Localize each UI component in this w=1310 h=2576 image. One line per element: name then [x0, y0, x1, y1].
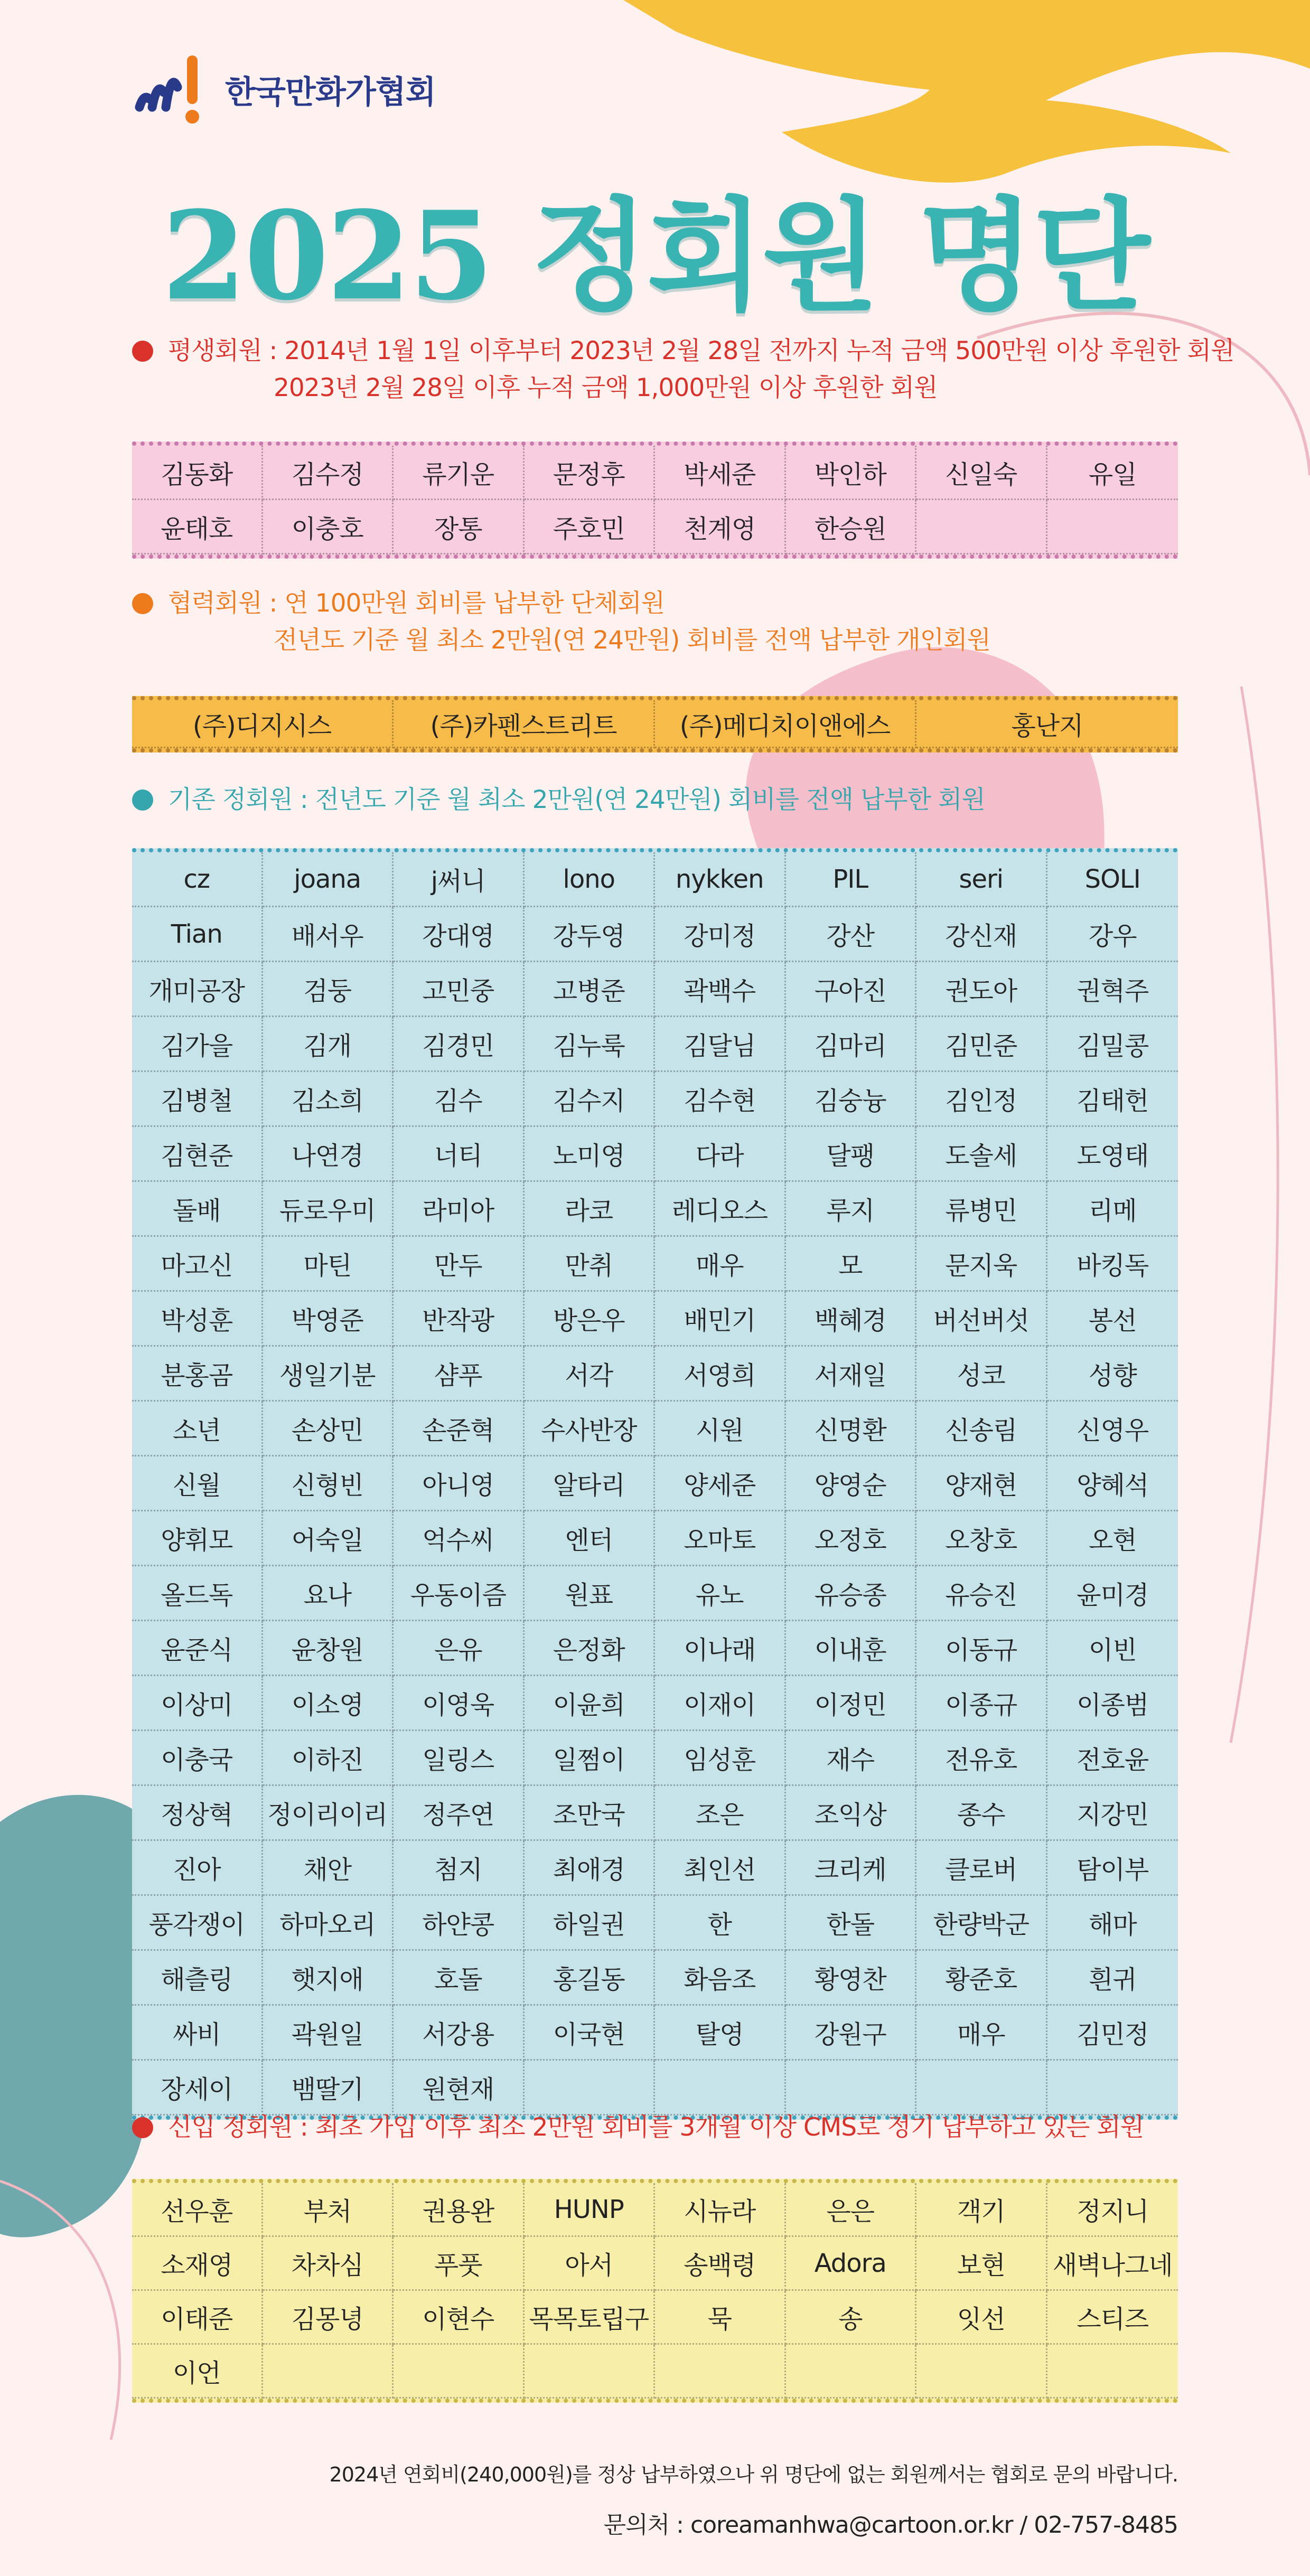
member-name-cell: 강두영 — [525, 907, 656, 962]
member-name-cell: 조만국 — [525, 1786, 656, 1841]
new-section-title — [132, 2109, 1144, 2146]
member-name-cell: 김소희 — [263, 1072, 394, 1127]
member-name-cell: 송 — [786, 2291, 917, 2345]
member-name-cell: 나연경 — [263, 1127, 394, 1182]
member-name-cell: 샴푸 — [394, 1347, 525, 1402]
lifetime-section-title — [132, 333, 1234, 407]
member-name-cell — [786, 2345, 917, 2399]
member-name-cell: SOLI — [1047, 852, 1178, 907]
member-name-cell: 윤태호 — [132, 500, 263, 554]
member-name-cell: 양재현 — [916, 1456, 1047, 1511]
member-name-cell: 조은 — [655, 1786, 786, 1841]
member-name-cell: cz — [132, 852, 263, 907]
member-name-cell: 권도아 — [916, 962, 1047, 1017]
partner-section-title — [132, 585, 990, 659]
member-name-cell: 풍각쟁이 — [132, 1896, 263, 1951]
partner-member-table — [132, 696, 1178, 753]
member-name-cell: 황준호 — [916, 1951, 1047, 2006]
member-name-cell: 김누룩 — [525, 1017, 656, 1072]
member-name-cell: HUNP — [525, 2183, 656, 2237]
member-name-cell: 이동규 — [916, 1621, 1047, 1676]
member-name-cell: 정상혁 — [132, 1786, 263, 1841]
member-name-cell: 우동이즘 — [394, 1566, 525, 1621]
member-name-cell — [916, 500, 1047, 554]
member-name-cell — [263, 2345, 394, 2399]
lifetime-criteria-line2: 2023년 2월 28일 이후 누적 금액 1,000만원 이상 후원한 회원 — [274, 373, 938, 402]
member-name-cell: 마틴 — [263, 1237, 394, 1292]
member-name-cell: 일쩜이 — [525, 1731, 656, 1786]
member-name-cell: 김마리 — [786, 1017, 917, 1072]
member-name-cell: 이내훈 — [786, 1621, 917, 1676]
member-name-cell — [525, 2345, 656, 2399]
member-name-cell: 검둥 — [263, 962, 394, 1017]
member-name-cell: 루지 — [786, 1182, 917, 1237]
member-name-cell: 일링스 — [394, 1731, 525, 1786]
member-name-cell: 개미공장 — [132, 962, 263, 1017]
member-name-cell: 손상민 — [263, 1402, 394, 1456]
member-name-cell: 채안 — [263, 1841, 394, 1896]
member-name-cell: 원현재 — [394, 2061, 525, 2116]
member-name-cell: 손준혁 — [394, 1402, 525, 1456]
member-name-cell: 서각 — [525, 1347, 656, 1402]
member-name-cell: 문지욱 — [916, 1237, 1047, 1292]
member-name-cell: 분홍곰 — [132, 1347, 263, 1402]
member-name-cell: 윤준식 — [132, 1621, 263, 1676]
member-name-cell: 햇지애 — [263, 1951, 394, 2006]
member-name-cell: 진아 — [132, 1841, 263, 1896]
member-name-cell: 김동화 — [132, 446, 263, 500]
member-name-cell — [394, 2345, 525, 2399]
member-name-cell: 오창호 — [916, 1511, 1047, 1566]
member-name-cell: 서영희 — [655, 1347, 786, 1402]
member-name-cell: 윤창원 — [263, 1621, 394, 1676]
member-name-cell: 김수 — [394, 1072, 525, 1127]
member-name-cell: 김민준 — [916, 1017, 1047, 1072]
member-name-cell: 반작광 — [394, 1292, 525, 1347]
member-name-cell: 박인하 — [786, 446, 917, 500]
member-name-cell: 흰귀 — [1047, 1951, 1178, 2006]
member-name-cell: 다라 — [655, 1127, 786, 1182]
member-name-cell: 탐이부 — [1047, 1841, 1178, 1896]
member-name-cell: 한승원 — [786, 500, 917, 554]
member-name-cell: 신일숙 — [916, 446, 1047, 500]
member-name-cell: 김밀콩 — [1047, 1017, 1178, 1072]
member-name-cell: 고병준 — [525, 962, 656, 1017]
member-name-cell — [655, 2061, 786, 2116]
member-name-cell: 이종규 — [916, 1676, 1047, 1731]
member-name-cell: 노미영 — [525, 1127, 656, 1182]
member-name-cell: 수사반장 — [525, 1402, 656, 1456]
member-name-cell: 강대영 — [394, 907, 525, 962]
member-name-cell: 선우훈 — [132, 2183, 263, 2237]
member-name-cell: 리메 — [1047, 1182, 1178, 1237]
member-name-cell: 박성훈 — [132, 1292, 263, 1347]
member-name-cell: 권용완 — [394, 2183, 525, 2237]
member-name-cell: 소재영 — [132, 2237, 263, 2291]
member-name-cell: 최인선 — [655, 1841, 786, 1896]
member-name-cell: 김가을 — [132, 1017, 263, 1072]
member-name-cell: 푸풋 — [394, 2237, 525, 2291]
contact-info: 문의처 : coreamanhwa@cartoon.or.kr / 02-757-8485 — [603, 2512, 1178, 2539]
member-name-cell: 하마오리 — [263, 1896, 394, 1951]
member-name-cell: 신월 — [132, 1456, 263, 1511]
member-name-cell: 김수지 — [525, 1072, 656, 1127]
member-name-cell: Adora — [786, 2237, 917, 2291]
member-name-cell: 최애경 — [525, 1841, 656, 1896]
partner-criteria-line2: 전년도 기준 월 최소 2만원(연 24만원) 회비를 전액 납부한 개인회원 — [274, 626, 990, 655]
member-name-cell: 이충국 — [132, 1731, 263, 1786]
member-name-cell: 장통 — [394, 500, 525, 554]
member-name-cell: 이나래 — [655, 1621, 786, 1676]
member-name-cell: 윤미경 — [1047, 1566, 1178, 1621]
member-name-cell: 강신재 — [916, 907, 1047, 962]
member-name-cell: 이소영 — [263, 1676, 394, 1731]
member-name-cell: 성코 — [916, 1347, 1047, 1402]
member-name-cell: 도솔세 — [916, 1127, 1047, 1182]
member-name-cell: 라미아 — [394, 1182, 525, 1237]
member-name-cell: 하얀콩 — [394, 1896, 525, 1951]
member-name-cell: 양영순 — [786, 1456, 917, 1511]
member-name-cell: (주)메디치이앤에스 — [655, 700, 916, 748]
member-name-cell: 모 — [786, 1237, 917, 1292]
member-name-cell: 호돌 — [394, 1951, 525, 2006]
member-name-cell: 박세준 — [655, 446, 786, 500]
member-name-cell: 고민중 — [394, 962, 525, 1017]
association-logo-icon — [132, 50, 211, 129]
member-name-cell: 클로버 — [916, 1841, 1047, 1896]
member-name-cell: 종수 — [916, 1786, 1047, 1841]
member-name-cell: 매우 — [916, 2006, 1047, 2061]
member-name-cell: 해츨링 — [132, 1951, 263, 2006]
member-name-cell: nykken — [655, 852, 786, 907]
member-name-cell: 신형빈 — [263, 1456, 394, 1511]
member-name-cell: 배서우 — [263, 907, 394, 962]
member-name-cell: 김달님 — [655, 1017, 786, 1072]
member-name-cell: 구아진 — [786, 962, 917, 1017]
member-name-cell: 한량박군 — [916, 1896, 1047, 1951]
member-name-cell: 임성훈 — [655, 1731, 786, 1786]
member-name-cell: 이윤희 — [525, 1676, 656, 1731]
member-name-cell: 강원구 — [786, 2006, 917, 2061]
regular-member-table — [132, 848, 1178, 2120]
member-name-cell: 만취 — [525, 1237, 656, 1292]
member-name-cell: 크리케 — [786, 1841, 917, 1896]
member-name-cell: 장세이 — [132, 2061, 263, 2116]
member-name-cell: 아니영 — [394, 1456, 525, 1511]
member-name-cell: 이상미 — [132, 1676, 263, 1731]
partner-criteria-line1: 협력회원 : 연 100만원 회비를 납부한 단체회원 — [168, 589, 665, 618]
red-bullet-icon — [132, 341, 153, 362]
member-name-cell: 주호민 — [525, 500, 656, 554]
orange-bullet-icon — [132, 593, 153, 614]
member-name-cell: 신영우 — [1047, 1402, 1178, 1456]
member-name-cell: 달팽 — [786, 1127, 917, 1182]
member-name-cell: 유일 — [1047, 446, 1178, 500]
member-name-cell: 도영태 — [1047, 1127, 1178, 1182]
member-name-cell: 류기운 — [394, 446, 525, 500]
member-name-cell: 류병민 — [916, 1182, 1047, 1237]
member-name-cell: 오마토 — [655, 1511, 786, 1566]
member-name-cell: 이하진 — [263, 1731, 394, 1786]
association-name: 한국만화가협회 — [225, 74, 436, 111]
member-name-cell: Tian — [132, 907, 263, 962]
regular-criteria-line1: 기존 정회원 : 전년도 기준 월 최소 2만원(연 24만원) 회비를 전액 납부한 회원 — [168, 785, 985, 814]
member-name-cell: 전호윤 — [1047, 1731, 1178, 1786]
teal-bullet-icon — [132, 789, 153, 811]
member-name-cell: 김병철 — [132, 1072, 263, 1127]
member-name-cell: 양휘모 — [132, 1511, 263, 1566]
member-name-cell: 알타리 — [525, 1456, 656, 1511]
member-name-cell: 억수씨 — [394, 1511, 525, 1566]
lifetime-member-table — [132, 441, 1178, 559]
member-name-cell: 올드독 — [132, 1566, 263, 1621]
member-name-cell: 양세준 — [655, 1456, 786, 1511]
member-name-cell: 매우 — [655, 1237, 786, 1292]
member-name-cell: 부처 — [263, 2183, 394, 2237]
member-name-cell: 김인정 — [916, 1072, 1047, 1127]
member-name-cell: seri — [916, 852, 1047, 907]
member-name-cell: lono — [525, 852, 656, 907]
member-name-cell: 홍난지 — [916, 700, 1178, 748]
member-name-cell: 김민정 — [1047, 2006, 1178, 2061]
member-name-cell: 오현 — [1047, 1511, 1178, 1566]
member-name-cell: 신송림 — [916, 1402, 1047, 1456]
member-name-cell: 객기 — [916, 2183, 1047, 2237]
member-name-cell: 차차심 — [263, 2237, 394, 2291]
member-name-cell: 은정화 — [525, 1621, 656, 1676]
member-name-cell: 이언 — [132, 2345, 263, 2399]
member-name-cell: 이국현 — [525, 2006, 656, 2061]
member-name-cell: 해마 — [1047, 1896, 1178, 1951]
member-name-cell: 재수 — [786, 1731, 917, 1786]
member-name-cell: 강산 — [786, 907, 917, 962]
member-name-cell: 시뉴라 — [655, 2183, 786, 2237]
footnote-text: 2024년 연회비(240,000원)를 정상 납부하였으나 위 명단에 없는 회원께서는 협회로 문의 바랍니다. — [329, 2463, 1178, 2486]
member-name-cell: 유승종 — [786, 1566, 917, 1621]
red-bullet-icon — [132, 2117, 153, 2138]
member-name-cell: 정이리이리 — [263, 1786, 394, 1841]
member-name-cell: 문정후 — [525, 446, 656, 500]
member-name-cell: 싸비 — [132, 2006, 263, 2061]
member-name-cell: 뱀딸기 — [263, 2061, 394, 2116]
member-name-cell: 소년 — [132, 1402, 263, 1456]
member-name-cell — [916, 2345, 1047, 2399]
member-name-cell: 이종범 — [1047, 1676, 1178, 1731]
member-name-cell: 이정민 — [786, 1676, 917, 1731]
member-name-cell: 시원 — [655, 1402, 786, 1456]
member-name-cell: 은유 — [394, 1621, 525, 1676]
member-name-cell: 배민기 — [655, 1292, 786, 1347]
member-name-cell: 이현수 — [394, 2291, 525, 2345]
member-name-cell: 봉선 — [1047, 1292, 1178, 1347]
member-name-cell — [916, 2061, 1047, 2116]
member-name-cell: 김수정 — [263, 446, 394, 500]
member-name-cell — [1047, 2061, 1178, 2116]
member-name-cell: 이재이 — [655, 1676, 786, 1731]
member-name-cell: 화음조 — [655, 1951, 786, 2006]
member-name-cell: 첨지 — [394, 1841, 525, 1896]
member-name-cell: 마고신 — [132, 1237, 263, 1292]
member-name-cell: 정지니 — [1047, 2183, 1178, 2237]
member-name-cell: (주)디지시스 — [132, 700, 394, 748]
member-name-cell: 유승진 — [916, 1566, 1047, 1621]
new-member-table — [132, 2179, 1178, 2403]
member-name-cell — [1047, 500, 1178, 554]
member-name-cell: 천계영 — [655, 500, 786, 554]
member-name-cell: 유노 — [655, 1566, 786, 1621]
member-name-cell: 서재일 — [786, 1347, 917, 1402]
member-name-cell: 박영준 — [263, 1292, 394, 1347]
member-name-cell: 은은 — [786, 2183, 917, 2237]
member-name-cell: 강우 — [1047, 907, 1178, 962]
member-name-cell: 신명환 — [786, 1402, 917, 1456]
member-name-cell: 이영욱 — [394, 1676, 525, 1731]
member-name-cell: 이빈 — [1047, 1621, 1178, 1676]
member-name-cell: 이충호 — [263, 500, 394, 554]
lifetime-criteria-line1: 평생회원 : 2014년 1월 1일 이후부터 2023년 2월 28일 전까지 누적 금액 500만원 이상 후원한 회원 — [168, 336, 1234, 365]
member-name-cell: 김경민 — [394, 1017, 525, 1072]
member-name-cell: 황영찬 — [786, 1951, 917, 2006]
member-name-cell: 김수현 — [655, 1072, 786, 1127]
member-name-cell: 묵 — [655, 2291, 786, 2345]
member-name-cell: 양혜석 — [1047, 1456, 1178, 1511]
page-title: 2025 정회원 명단 — [162, 185, 1148, 327]
member-name-cell: 새벽나그네 — [1047, 2237, 1178, 2291]
member-name-cell: 요나 — [263, 1566, 394, 1621]
member-name-cell: 목목토립구 — [525, 2291, 656, 2345]
member-name-cell: 만두 — [394, 1237, 525, 1292]
member-name-cell: 김숭늉 — [786, 1072, 917, 1127]
member-name-cell: 듀로우미 — [263, 1182, 394, 1237]
member-name-cell: 권혁주 — [1047, 962, 1178, 1017]
member-name-cell: 보현 — [916, 2237, 1047, 2291]
member-name-cell: 생일기분 — [263, 1347, 394, 1402]
member-name-cell: j써니 — [394, 852, 525, 907]
member-name-cell: 김몽녕 — [263, 2291, 394, 2345]
member-name-cell: 곽원일 — [263, 2006, 394, 2061]
member-name-cell: 어숙일 — [263, 1511, 394, 1566]
member-name-cell: 아서 — [525, 2237, 656, 2291]
member-name-cell: 강미정 — [655, 907, 786, 962]
member-name-cell: 지강민 — [1047, 1786, 1178, 1841]
member-name-cell: 하일권 — [525, 1896, 656, 1951]
member-name-cell: 레디오스 — [655, 1182, 786, 1237]
member-name-cell: 성향 — [1047, 1347, 1178, 1402]
member-name-cell: 바킹독 — [1047, 1237, 1178, 1292]
member-name-cell: 곽백수 — [655, 962, 786, 1017]
member-name-cell: 김개 — [263, 1017, 394, 1072]
member-name-cell: 김현준 — [132, 1127, 263, 1182]
member-name-cell: 한돌 — [786, 1896, 917, 1951]
member-name-cell: 라코 — [525, 1182, 656, 1237]
association-logo — [132, 50, 436, 129]
member-name-cell — [655, 2345, 786, 2399]
member-name-cell: 탈영 — [655, 2006, 786, 2061]
member-name-cell — [1047, 2345, 1178, 2399]
member-name-cell: 방은우 — [525, 1292, 656, 1347]
member-name-cell: 버선버섯 — [916, 1292, 1047, 1347]
member-name-cell: 송백령 — [655, 2237, 786, 2291]
member-name-cell: 정주연 — [394, 1786, 525, 1841]
member-name-cell: 홍길동 — [525, 1951, 656, 2006]
member-name-cell: 김태헌 — [1047, 1072, 1178, 1127]
regular-section-title — [132, 782, 985, 819]
member-name-cell: joana — [263, 852, 394, 907]
member-name-cell: 이태준 — [132, 2291, 263, 2345]
member-name-cell: 너티 — [394, 1127, 525, 1182]
member-name-cell: 조익상 — [786, 1786, 917, 1841]
member-name-cell: 서강용 — [394, 2006, 525, 2061]
member-name-cell — [786, 2061, 917, 2116]
member-name-cell: 원표 — [525, 1566, 656, 1621]
member-name-cell: 돌배 — [132, 1182, 263, 1237]
member-name-cell: 한 — [655, 1896, 786, 1951]
member-name-cell: 잇선 — [916, 2291, 1047, 2345]
member-name-cell: 오정호 — [786, 1511, 917, 1566]
member-name-cell — [525, 2061, 656, 2116]
member-name-cell: 스티즈 — [1047, 2291, 1178, 2345]
new-criteria-line1: 신입 정회원 : 최초 가입 이후 최소 2만원 회비를 3개월 이상 CMS로 정기 납부하고 있는 회원 — [168, 2113, 1144, 2142]
member-name-cell: 백혜경 — [786, 1292, 917, 1347]
member-name-cell: 전유호 — [916, 1731, 1047, 1786]
member-name-cell: 엔터 — [525, 1511, 656, 1566]
member-name-cell: (주)카펜스트리트 — [394, 700, 655, 748]
member-name-cell: PIL — [786, 852, 917, 907]
